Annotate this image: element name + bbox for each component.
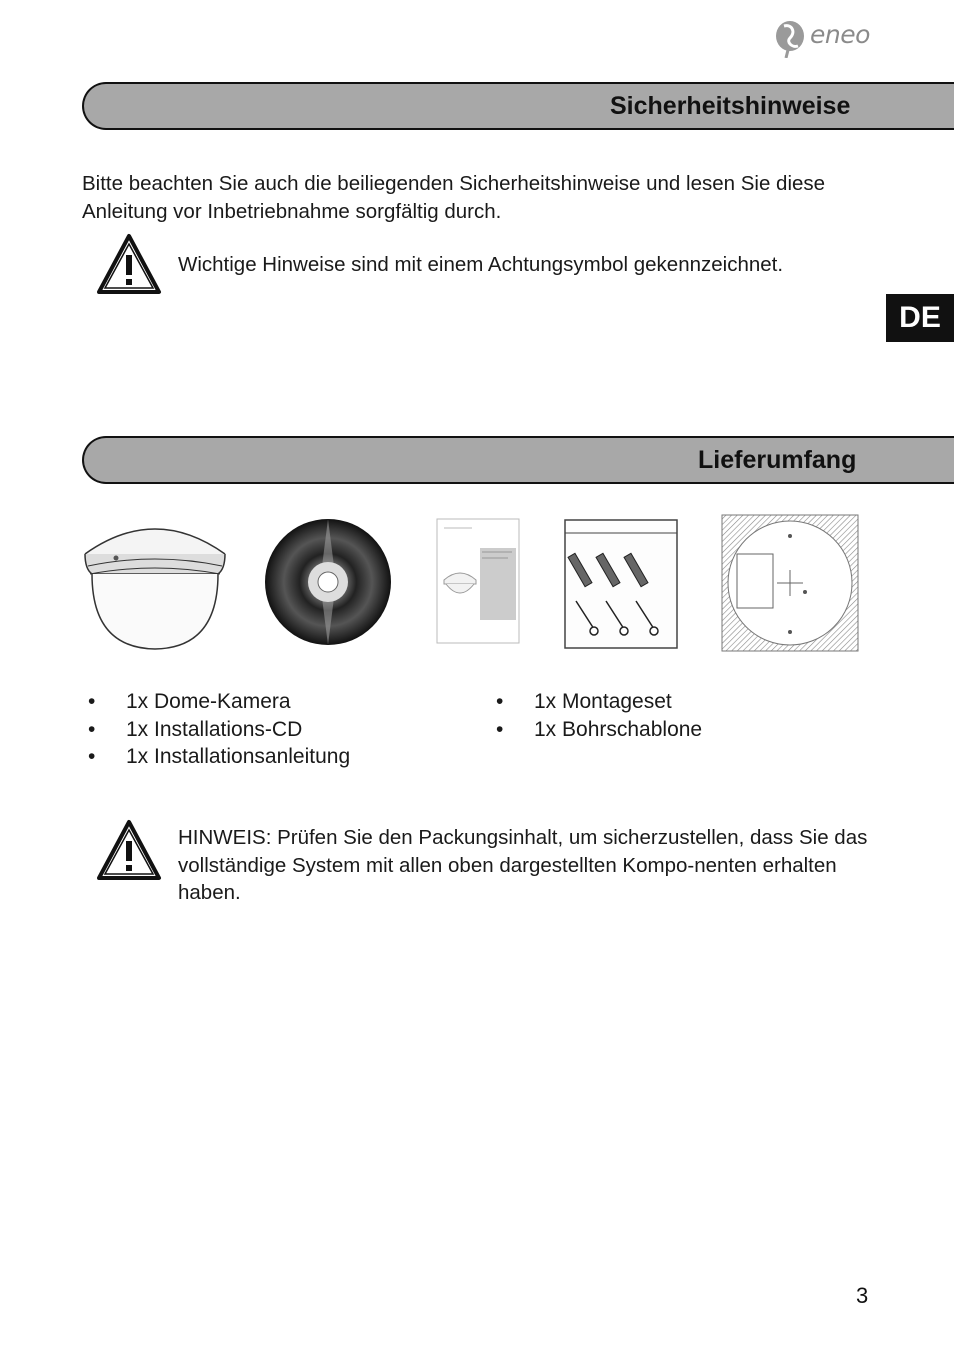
drill-template-image	[721, 514, 859, 652]
list-item-label: 1x Dome-Kamera	[126, 690, 291, 713]
safety-warning-text: Wichtige Hinweise sind mit einem Achtungsymbol gekennzeichnet.	[178, 253, 784, 276]
eneo-logo	[774, 16, 884, 58]
list-item-label: 1x Installations-CD	[126, 717, 303, 741]
manual-image	[436, 518, 520, 644]
bullet-icon: •	[496, 717, 504, 741]
list-item-label: 1x Bohrschablone	[534, 717, 703, 741]
warning-triangle-icon	[96, 819, 162, 881]
delivery-list-left	[84, 688, 350, 771]
bullet-icon: •	[88, 690, 96, 713]
logo-text: eneo	[810, 20, 870, 49]
list-item	[492, 716, 702, 744]
dome-camera-image	[80, 514, 230, 652]
list-item	[84, 688, 350, 716]
list-item	[492, 688, 702, 716]
page-number: 3	[856, 1283, 869, 1308]
eneo-logo-icon	[774, 16, 810, 58]
mounting-kit-image	[564, 519, 678, 649]
safety-section-title: Sicherheitshinweise	[610, 92, 851, 120]
warning-triangle-icon	[96, 233, 162, 295]
list-item	[84, 743, 350, 771]
delivery-list-right	[492, 688, 702, 743]
language-tab: DE	[886, 294, 954, 342]
safety-intro-text: Bitte beachten Sie auch die beiliegenden Sicherheitshinweise und lesen Sie diese Anleitung vor Inbetriebnahme sorgfältig durch.	[82, 172, 826, 223]
list-item-label: 1x Montageset	[534, 690, 672, 713]
delivery-section-title: Lieferumfang	[698, 446, 857, 474]
bullet-icon: •	[496, 690, 504, 713]
bullet-icon: •	[88, 717, 96, 741]
cd-image	[258, 513, 400, 651]
bullet-icon: •	[88, 745, 96, 768]
delivery-section-header	[82, 436, 954, 484]
safety-section-header	[82, 82, 954, 130]
delivery-note-text: HINWEIS: Prüfen Sie den Packungsinhalt, um sicherzustellen, dass Sie das vollständige System mit allen oben dargestellten Kompo-nenten erhalten haben.	[178, 826, 868, 904]
list-item	[84, 716, 350, 744]
list-item-label: 1x Installationsanleitung	[126, 745, 351, 768]
